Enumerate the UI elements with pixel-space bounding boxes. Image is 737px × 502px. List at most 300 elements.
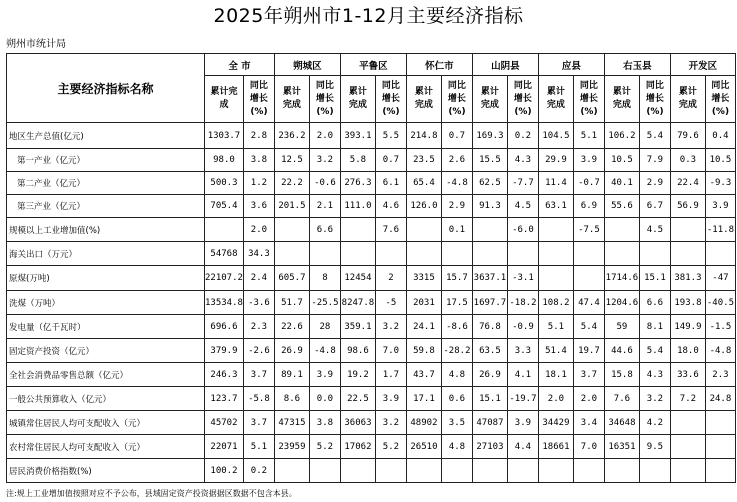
cumulative-cell: 8247.8 xyxy=(340,291,375,315)
footnote: 注:规上工业增加值按照对应不予公布，县域固定资产投资据据区数据不包含本县。 xyxy=(6,489,297,498)
yoy-cell: 3.2 xyxy=(375,315,406,339)
row-label: 一般公共预算收入（亿元） xyxy=(7,387,205,411)
table-row xyxy=(7,266,736,291)
cumulative-cell xyxy=(670,459,705,483)
yoy-cell: 0.0 xyxy=(309,387,340,411)
table-row xyxy=(7,411,736,435)
row-label: 地区生产总值(亿元) xyxy=(7,123,205,149)
yoy-cell: 3.2 xyxy=(375,411,406,435)
cumulative-cell: 104.5 xyxy=(538,123,573,149)
cumulative-cell: 108.2 xyxy=(538,291,573,315)
yoy-cell: 2.4 xyxy=(243,266,274,291)
yoy-cell: 0.7 xyxy=(375,149,406,172)
cumulative-cell: 62.5 xyxy=(472,172,507,195)
yoy-cell xyxy=(639,242,670,266)
cumulative-cell: 7.6 xyxy=(604,387,639,411)
cumulative-cell: 63.5 xyxy=(472,339,507,363)
yoy-cell: 5.4 xyxy=(573,315,604,339)
yoy-cell: 3.9 xyxy=(375,387,406,411)
cumulative-cell xyxy=(274,218,309,242)
yoy-cell: 2.0 xyxy=(573,387,604,411)
cumulative-cell xyxy=(538,242,573,266)
yoy-cell: -5.8 xyxy=(243,387,274,411)
cumulative-header: 累计完成 xyxy=(406,76,441,123)
table-row xyxy=(7,123,736,149)
yoy-cell: 4.8 xyxy=(441,363,472,387)
cumulative-cell: 22.2 xyxy=(274,172,309,195)
yoy-cell: 2.8 xyxy=(243,123,274,149)
yoy-cell: 9.5 xyxy=(639,435,670,459)
cumulative-cell: 44.6 xyxy=(604,339,639,363)
cumulative-cell: 59.8 xyxy=(406,339,441,363)
yoy-cell: -2.6 xyxy=(243,339,274,363)
yoy-cell: 17.5 xyxy=(441,291,472,315)
yoy-cell xyxy=(507,459,538,483)
cumulative-cell: 56.9 xyxy=(670,195,705,218)
yoy-cell: -3.1 xyxy=(507,266,538,291)
cumulative-cell xyxy=(538,266,573,291)
cumulative-cell: 91.3 xyxy=(472,195,507,218)
cumulative-cell: 18.1 xyxy=(538,363,573,387)
region-header: 朔城区 xyxy=(274,54,340,76)
cumulative-cell: 8.6 xyxy=(274,387,309,411)
yoy-cell: -40.5 xyxy=(705,291,735,315)
cumulative-cell xyxy=(472,242,507,266)
yoy-cell xyxy=(705,411,735,435)
yoy-cell: 3.8 xyxy=(243,149,274,172)
yoy-cell: 2.1 xyxy=(309,195,340,218)
table-row xyxy=(7,459,736,483)
yoy-cell xyxy=(309,242,340,266)
row-label: 海关出口（万元） xyxy=(7,242,205,266)
yoy-cell: -1.5 xyxy=(705,315,735,339)
yoy-cell: 2.3 xyxy=(243,315,274,339)
table-row xyxy=(7,172,736,195)
yoy-cell: 8 xyxy=(309,266,340,291)
yoy-cell: 6.9 xyxy=(573,195,604,218)
yoy-header: 同比增长(%) xyxy=(639,76,670,123)
cumulative-cell: 381.3 xyxy=(670,266,705,291)
yoy-cell: -11.8 xyxy=(705,218,735,242)
table-row xyxy=(7,291,736,315)
cumulative-cell: 18.0 xyxy=(670,339,705,363)
yoy-cell: 4.5 xyxy=(639,218,670,242)
header-row-regions xyxy=(7,54,736,76)
cumulative-cell: 1204.6 xyxy=(604,291,639,315)
yoy-header: 同比增长(%) xyxy=(309,76,340,123)
yoy-cell: 47.4 xyxy=(573,291,604,315)
cumulative-header: 累计完成 xyxy=(274,76,309,123)
cumulative-cell: 111.0 xyxy=(340,195,375,218)
cumulative-cell: 2031 xyxy=(406,291,441,315)
row-label: 规模以上工业增加值(%) xyxy=(7,218,205,242)
yoy-cell: 8.1 xyxy=(639,315,670,339)
cumulative-cell: 1303.7 xyxy=(205,123,244,149)
yoy-cell: 3.9 xyxy=(705,195,735,218)
yoy-header: 同比增长(%) xyxy=(243,76,274,123)
cumulative-cell: 5.1 xyxy=(538,315,573,339)
cumulative-cell: 79.6 xyxy=(670,123,705,149)
cumulative-cell: 19.2 xyxy=(340,363,375,387)
yoy-cell: -4.8 xyxy=(441,172,472,195)
table-row xyxy=(7,387,736,411)
table-row xyxy=(7,195,736,218)
yoy-cell: 5.5 xyxy=(375,123,406,149)
region-header: 怀仁市 xyxy=(406,54,472,76)
row-label: 发电量（亿千瓦时） xyxy=(7,315,205,339)
cumulative-cell: 17062 xyxy=(340,435,375,459)
cumulative-cell: 15.1 xyxy=(472,387,507,411)
cumulative-cell: 76.8 xyxy=(472,315,507,339)
yoy-cell: 4.4 xyxy=(507,435,538,459)
page-title: 2025年朔州市1-12月主要经济指标 xyxy=(213,5,524,27)
cumulative-cell: 26.9 xyxy=(274,339,309,363)
cumulative-cell: 500.3 xyxy=(205,172,244,195)
yoy-cell: 3.9 xyxy=(507,411,538,435)
yoy-cell: 4.6 xyxy=(375,195,406,218)
yoy-cell xyxy=(441,459,472,483)
cumulative-cell: 705.4 xyxy=(205,195,244,218)
row-label: 原煤(万吨) xyxy=(7,266,205,291)
cumulative-cell: 63.1 xyxy=(538,195,573,218)
region-header: 右玉县 xyxy=(604,54,670,76)
cumulative-header: 累计完成 xyxy=(670,76,705,123)
yoy-cell: 0.2 xyxy=(243,459,274,483)
yoy-cell: -47 xyxy=(705,266,735,291)
cumulative-cell: 43.7 xyxy=(406,363,441,387)
table-row xyxy=(7,149,736,172)
cumulative-cell: 23959 xyxy=(274,435,309,459)
cumulative-cell xyxy=(406,242,441,266)
cumulative-cell: 169.3 xyxy=(472,123,507,149)
indicator-table xyxy=(6,53,736,483)
table-row xyxy=(7,363,736,387)
yoy-cell: 0.2 xyxy=(507,123,538,149)
yoy-cell: 3.2 xyxy=(639,387,670,411)
cumulative-cell: 48902 xyxy=(406,411,441,435)
table-row xyxy=(7,315,736,339)
yoy-header: 同比增长(%) xyxy=(573,76,604,123)
yoy-cell: -4.8 xyxy=(705,339,735,363)
cumulative-header: 累计完成 xyxy=(604,76,639,123)
cumulative-cell xyxy=(472,218,507,242)
cumulative-cell xyxy=(670,218,705,242)
cumulative-cell: 696.6 xyxy=(205,315,244,339)
yoy-cell: 2.0 xyxy=(243,218,274,242)
yoy-cell xyxy=(309,459,340,483)
cumulative-cell: 1697.7 xyxy=(472,291,507,315)
cumulative-cell: 54768 xyxy=(205,242,244,266)
cumulative-cell: 246.3 xyxy=(205,363,244,387)
yoy-cell: 5.2 xyxy=(375,435,406,459)
cumulative-cell: 7.2 xyxy=(670,387,705,411)
yoy-cell: 3.5 xyxy=(441,411,472,435)
row-label: 第二产业（亿元） xyxy=(7,172,205,195)
row-label: 固定资产投资（亿元） xyxy=(7,339,205,363)
cumulative-cell: 98.0 xyxy=(205,149,244,172)
cumulative-cell: 359.1 xyxy=(340,315,375,339)
yoy-cell xyxy=(573,459,604,483)
region-header: 平鲁区 xyxy=(340,54,406,76)
yoy-cell: 3.8 xyxy=(309,411,340,435)
yoy-cell: 4.3 xyxy=(639,363,670,387)
cumulative-cell: 51.7 xyxy=(274,291,309,315)
cumulative-cell: 12.5 xyxy=(274,149,309,172)
cumulative-cell: 214.8 xyxy=(406,123,441,149)
yoy-cell: 1.2 xyxy=(243,172,274,195)
yoy-cell: 10.5 xyxy=(705,149,735,172)
yoy-cell: 3.2 xyxy=(309,149,340,172)
yoy-header: 同比增长(%) xyxy=(375,76,406,123)
table-row xyxy=(7,242,736,266)
cumulative-cell xyxy=(670,411,705,435)
cumulative-cell xyxy=(670,435,705,459)
cumulative-header: 累计完成 xyxy=(205,76,244,123)
yoy-cell: 28 xyxy=(309,315,340,339)
cumulative-cell: 201.5 xyxy=(274,195,309,218)
cumulative-cell: 2.0 xyxy=(538,387,573,411)
region-header: 全 市 xyxy=(205,54,275,76)
cumulative-cell xyxy=(274,242,309,266)
region-header: 开发区 xyxy=(670,54,735,76)
yoy-cell: -18.2 xyxy=(507,291,538,315)
yoy-cell: -19.7 xyxy=(507,387,538,411)
cumulative-cell xyxy=(538,459,573,483)
yoy-cell: 4.1 xyxy=(507,363,538,387)
yoy-cell: 6.6 xyxy=(309,218,340,242)
cumulative-cell: 24.1 xyxy=(406,315,441,339)
cumulative-cell: 12454 xyxy=(340,266,375,291)
cumulative-cell: 193.8 xyxy=(670,291,705,315)
yoy-cell: 7.9 xyxy=(639,149,670,172)
row-label: 洗煤（万吨） xyxy=(7,291,205,315)
cumulative-cell: 123.7 xyxy=(205,387,244,411)
yoy-cell xyxy=(507,242,538,266)
cumulative-cell: 10.5 xyxy=(604,149,639,172)
cumulative-cell: 33.6 xyxy=(670,363,705,387)
cumulative-cell: 22.4 xyxy=(670,172,705,195)
cumulative-cell: 236.2 xyxy=(274,123,309,149)
cumulative-cell: 65.4 xyxy=(406,172,441,195)
cumulative-cell: 15.5 xyxy=(472,149,507,172)
yoy-cell: -0.7 xyxy=(573,172,604,195)
yoy-cell: 6.1 xyxy=(375,172,406,195)
yoy-cell: 7.0 xyxy=(573,435,604,459)
yoy-cell: 0.1 xyxy=(441,218,472,242)
yoy-cell: -25.5 xyxy=(309,291,340,315)
yoy-cell: 15.7 xyxy=(441,266,472,291)
cumulative-cell: 5.8 xyxy=(340,149,375,172)
yoy-cell xyxy=(375,242,406,266)
cumulative-cell: 276.3 xyxy=(340,172,375,195)
yoy-cell: 19.7 xyxy=(573,339,604,363)
cumulative-cell: 26510 xyxy=(406,435,441,459)
yoy-cell: 4.5 xyxy=(507,195,538,218)
yoy-cell: 2.9 xyxy=(639,172,670,195)
yoy-cell: -8.6 xyxy=(441,315,472,339)
yoy-cell: 3.6 xyxy=(243,195,274,218)
cumulative-cell: 3637.1 xyxy=(472,266,507,291)
row-label: 全社会消费品零售总额（亿元） xyxy=(7,363,205,387)
source-label: 朔州市统计局 xyxy=(6,39,66,50)
yoy-cell: 5.4 xyxy=(639,339,670,363)
yoy-header: 同比增长(%) xyxy=(507,76,538,123)
cumulative-cell: 59 xyxy=(604,315,639,339)
cumulative-cell: 149.9 xyxy=(670,315,705,339)
cumulative-cell: 34648 xyxy=(604,411,639,435)
cumulative-cell: 393.1 xyxy=(340,123,375,149)
yoy-cell: 0.6 xyxy=(441,387,472,411)
row-label: 农村常住居民人均可支配收入（元） xyxy=(7,435,205,459)
yoy-cell: 3.9 xyxy=(309,363,340,387)
cumulative-cell: 40.1 xyxy=(604,172,639,195)
yoy-cell: 2.9 xyxy=(441,195,472,218)
cumulative-cell: 1714.6 xyxy=(604,266,639,291)
yoy-cell xyxy=(573,242,604,266)
cumulative-cell: 34429 xyxy=(538,411,573,435)
yoy-cell xyxy=(705,459,735,483)
yoy-cell: 2 xyxy=(375,266,406,291)
yoy-cell xyxy=(573,266,604,291)
cumulative-cell: 100.2 xyxy=(205,459,244,483)
yoy-cell: 4.8 xyxy=(441,435,472,459)
cumulative-cell: 26.9 xyxy=(472,363,507,387)
cumulative-cell xyxy=(340,218,375,242)
cumulative-cell xyxy=(670,242,705,266)
cumulative-cell: 23.5 xyxy=(406,149,441,172)
table-row xyxy=(7,218,736,242)
yoy-cell: -4.8 xyxy=(309,339,340,363)
yoy-cell: 3.4 xyxy=(573,411,604,435)
yoy-cell: 3.9 xyxy=(573,149,604,172)
cumulative-cell xyxy=(604,459,639,483)
yoy-cell: 34.3 xyxy=(243,242,274,266)
yoy-cell xyxy=(639,459,670,483)
cumulative-cell xyxy=(538,218,573,242)
yoy-cell xyxy=(705,435,735,459)
cumulative-cell: 22.6 xyxy=(274,315,309,339)
cumulative-cell xyxy=(604,242,639,266)
yoy-header: 同比增长(%) xyxy=(441,76,472,123)
cumulative-cell: 55.6 xyxy=(604,195,639,218)
yoy-cell: -7.7 xyxy=(507,172,538,195)
yoy-cell: 2.0 xyxy=(309,123,340,149)
cumulative-cell: 126.0 xyxy=(406,195,441,218)
cumulative-cell: 3315 xyxy=(406,266,441,291)
cumulative-cell xyxy=(472,459,507,483)
cumulative-header: 累计完成 xyxy=(472,76,507,123)
yoy-cell: 7.0 xyxy=(375,339,406,363)
yoy-cell: 3.7 xyxy=(243,363,274,387)
region-header: 山阴县 xyxy=(472,54,538,76)
row-label: 城镇常住居民人均可支配收入（元） xyxy=(7,411,205,435)
cumulative-cell: 29.9 xyxy=(538,149,573,172)
yoy-cell: 5.1 xyxy=(573,123,604,149)
cumulative-cell: 17.1 xyxy=(406,387,441,411)
cumulative-cell: 13534.8 xyxy=(205,291,244,315)
cumulative-cell: 0.3 xyxy=(670,149,705,172)
yoy-cell: -0.9 xyxy=(507,315,538,339)
yoy-cell: 3.3 xyxy=(507,339,538,363)
yoy-cell: 15.1 xyxy=(639,266,670,291)
cumulative-cell: 106.2 xyxy=(604,123,639,149)
cumulative-cell: 11.4 xyxy=(538,172,573,195)
yoy-cell: 24.8 xyxy=(705,387,735,411)
cumulative-header: 累计完成 xyxy=(340,76,375,123)
cumulative-cell xyxy=(340,459,375,483)
yoy-cell: 5.2 xyxy=(309,435,340,459)
yoy-cell: -5 xyxy=(375,291,406,315)
cumulative-cell: 45702 xyxy=(205,411,244,435)
yoy-cell: -6.0 xyxy=(507,218,538,242)
cumulative-cell: 89.1 xyxy=(274,363,309,387)
cumulative-cell xyxy=(604,218,639,242)
yoy-cell: 1.7 xyxy=(375,363,406,387)
yoy-cell: 4.2 xyxy=(639,411,670,435)
cumulative-header: 累计完成 xyxy=(538,76,573,123)
yoy-cell: 0.7 xyxy=(441,123,472,149)
yoy-header: 同比增长(%) xyxy=(705,76,735,123)
cumulative-cell: 22107.2 xyxy=(205,266,244,291)
cumulative-cell: 98.6 xyxy=(340,339,375,363)
yoy-cell: 3.7 xyxy=(573,363,604,387)
table-row xyxy=(7,339,736,363)
cumulative-cell: 605.7 xyxy=(274,266,309,291)
yoy-cell: 7.6 xyxy=(375,218,406,242)
cumulative-cell: 18661 xyxy=(538,435,573,459)
region-header: 应县 xyxy=(538,54,604,76)
yoy-cell: 5.4 xyxy=(639,123,670,149)
row-label: 第一产业（亿元） xyxy=(7,149,205,172)
yoy-cell: 2.6 xyxy=(441,149,472,172)
cumulative-cell: 27103 xyxy=(472,435,507,459)
yoy-cell: -9.3 xyxy=(705,172,735,195)
row-label: 居民消费价格指数(%) xyxy=(7,459,205,483)
yoy-cell: 5.1 xyxy=(243,435,274,459)
cumulative-cell: 379.9 xyxy=(205,339,244,363)
yoy-cell xyxy=(441,242,472,266)
yoy-cell: 6.7 xyxy=(639,195,670,218)
cumulative-cell: 15.8 xyxy=(604,363,639,387)
cumulative-cell: 47087 xyxy=(472,411,507,435)
cumulative-cell: 36063 xyxy=(340,411,375,435)
cumulative-cell xyxy=(406,459,441,483)
cumulative-cell xyxy=(205,218,244,242)
yoy-cell: 4.3 xyxy=(507,149,538,172)
cumulative-cell xyxy=(406,218,441,242)
cumulative-cell: 47315 xyxy=(274,411,309,435)
cumulative-cell xyxy=(274,459,309,483)
cumulative-cell: 51.4 xyxy=(538,339,573,363)
cumulative-cell xyxy=(340,242,375,266)
yoy-cell: -7.5 xyxy=(573,218,604,242)
row-label: 第三产业（亿元） xyxy=(7,195,205,218)
yoy-cell: -0.6 xyxy=(309,172,340,195)
yoy-cell: -3.6 xyxy=(243,291,274,315)
yoy-cell xyxy=(705,242,735,266)
yoy-cell: 3.7 xyxy=(243,411,274,435)
cumulative-cell: 16351 xyxy=(604,435,639,459)
cumulative-cell: 22.5 xyxy=(340,387,375,411)
table-row xyxy=(7,435,736,459)
yoy-cell: 2.3 xyxy=(705,363,735,387)
yoy-cell: 6.6 xyxy=(639,291,670,315)
indicator-header: 主要经济指标名称 xyxy=(7,54,205,123)
cumulative-cell: 22071 xyxy=(205,435,244,459)
yoy-cell xyxy=(375,459,406,483)
yoy-cell: -28.2 xyxy=(441,339,472,363)
yoy-cell: 0.4 xyxy=(705,123,735,149)
